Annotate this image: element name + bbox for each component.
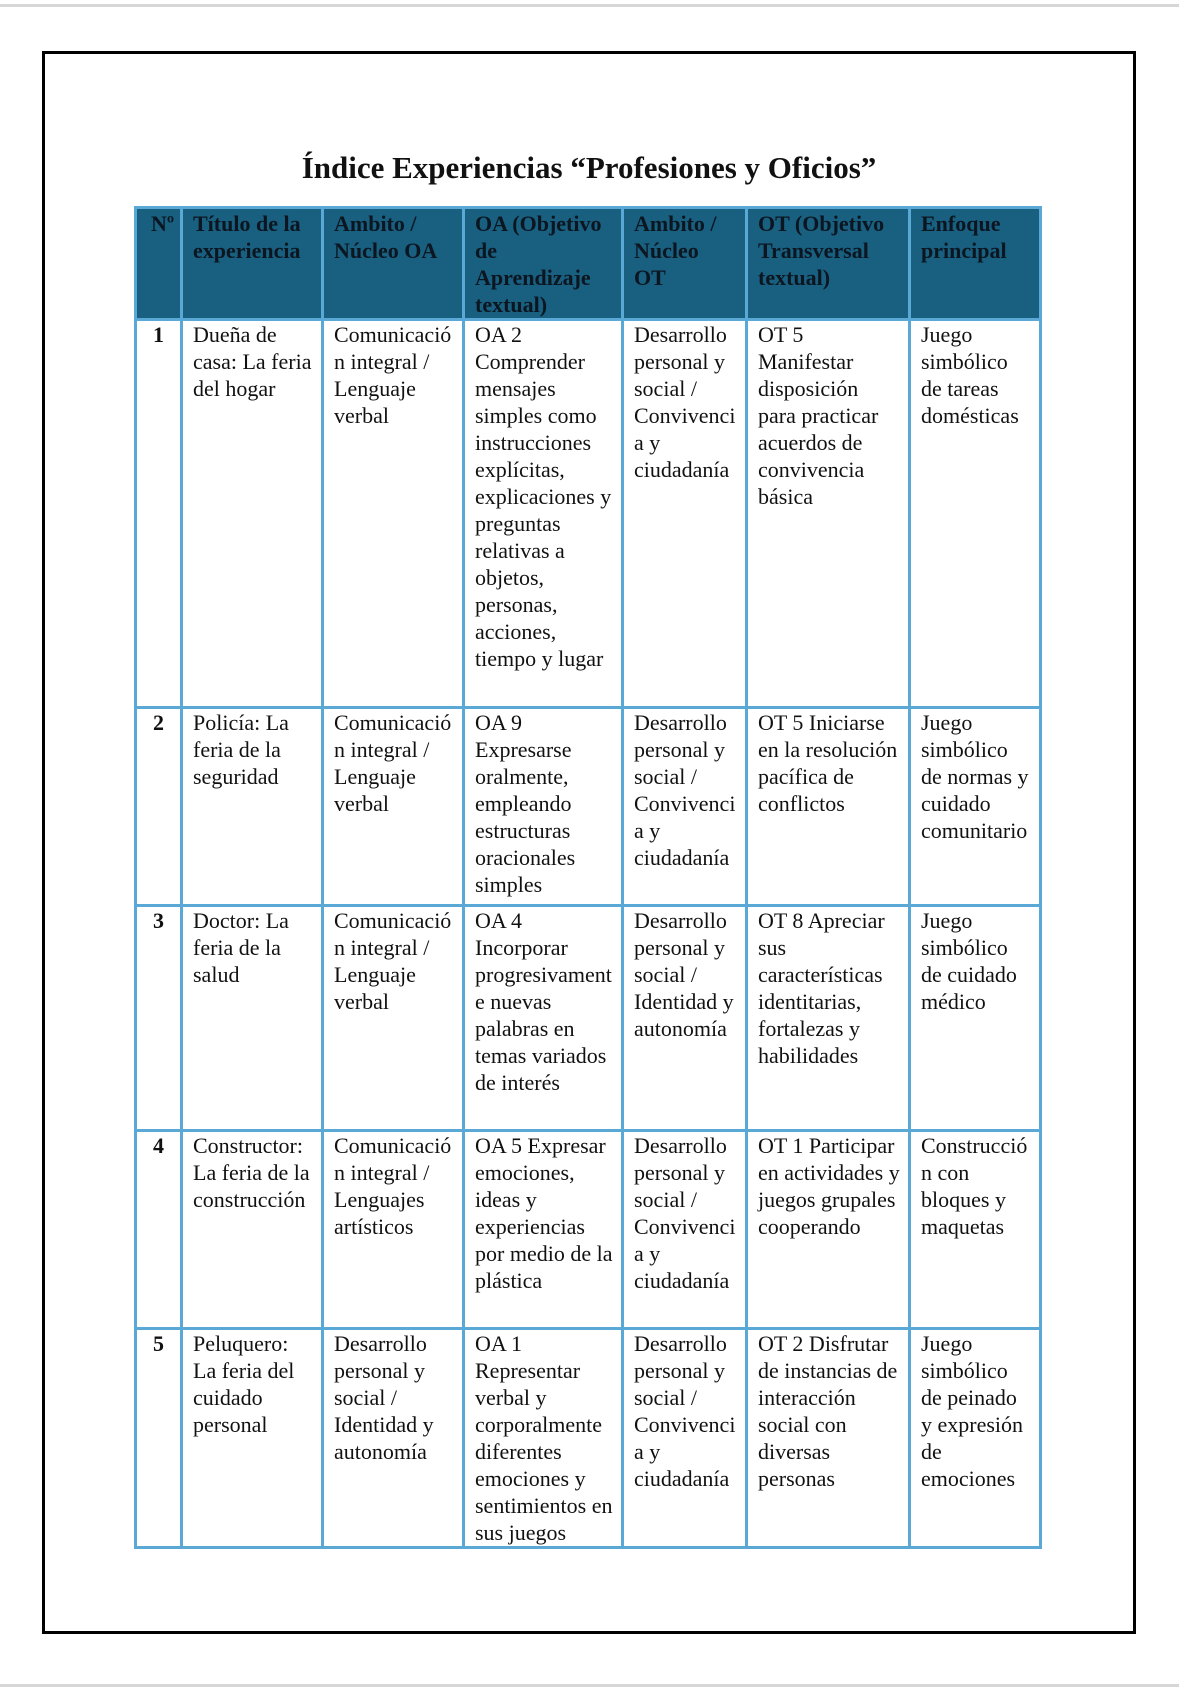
table-row [136,906,1041,1131]
table-header-row [136,208,1041,320]
top-divider [0,4,1179,7]
cell-number: 5 [136,1329,182,1548]
header-ot: OT (Objetivo Transversal textual) [747,208,910,320]
cell-enfoque: Construcción con bloques y maquetas [910,1131,1041,1329]
cell-oa: OA 5 Expresar emociones, ideas y experiencias por medio de la plástica [464,1131,623,1329]
cell-ambito-ot: Desarrollo personal y social / Convivencia y ciudadanía [623,1131,747,1329]
experiences-index-table [134,206,1042,1549]
cell-ot: OT 5 Manifestar disposición para practicar acuerdos de convivencia básica [747,320,910,708]
table-row [136,1131,1041,1329]
cell-number: 1 [136,320,182,708]
header-enfoque: Enfoque principal [910,208,1041,320]
cell-oa: OA 1 Representar verbal y corporalmente diferentes emociones y sentimientos en sus juegos [464,1329,623,1548]
header-number: Nº [136,208,182,320]
header-ambito-ot: Ambito / Núcleo OT [623,208,747,320]
cell-ambito-oa: Comunicación integral / Lenguaje verbal [323,708,464,906]
cell-title: Policía: La feria de la seguridad [182,708,323,906]
cell-oa: OA 4 Incorporar progresivamente nuevas palabras en temas variados de interés [464,906,623,1131]
cell-ambito-ot: Desarrollo personal y social / Convivencia y ciudadanía [623,1329,747,1548]
cell-ambito-oa: Comunicación integral / Lenguaje verbal [323,320,464,708]
cell-number: 3 [136,906,182,1131]
cell-title: Peluquero: La feria del cuidado personal [182,1329,323,1548]
cell-oa: OA 9 Expresarse oralmente, empleando estructuras oracionales simples [464,708,623,906]
table-row [136,708,1041,906]
cell-ot: OT 1 Participar en actividades y juegos grupales cooperando [747,1131,910,1329]
cell-title: Dueña de casa: La feria del hogar [182,320,323,708]
cell-ot: OT 2 Disfrutar de instancias de interacción social con diversas personas [747,1329,910,1548]
cell-enfoque: Juego simbólico de peinado y expresión de emociones [910,1329,1041,1548]
table-row [136,1329,1041,1548]
cell-title: Constructor: La feria de la construcción [182,1131,323,1329]
cell-ambito-oa: Comunicación integral / Lenguaje verbal [323,906,464,1131]
cell-ot: OT 5 Iniciarse en la resolución pacífica de conflictos [747,708,910,906]
cell-ambito-oa: Comunicación integral / Lenguajes artísticos [323,1131,464,1329]
table-row [136,320,1041,708]
cell-ambito-ot: Desarrollo personal y social / Identidad y autonomía [623,906,747,1131]
cell-oa: OA 2 Comprender mensajes simples como instrucciones explícitas, explicaciones y preguntas relativas a objetos, personas, acciones, tiempo y lugar [464,320,623,708]
cell-ot: OT 8 Apreciar sus características identitarias, fortalezas y habilidades [747,906,910,1131]
cell-ambito-ot: Desarrollo personal y social / Convivencia y ciudadanía [623,708,747,906]
cell-ambito-oa: Desarrollo personal y social / Identidad y autonomía [323,1329,464,1548]
cell-enfoque: Juego simbólico de tareas domésticas [910,320,1041,708]
header-title: Título de la experiencia [182,208,323,320]
cell-number: 4 [136,1131,182,1329]
bottom-divider [0,1684,1179,1687]
header-ambito-oa: Ambito / Núcleo OA [323,208,464,320]
cell-enfoque: Juego simbólico de normas y cuidado comunitario [910,708,1041,906]
document-title: Índice Experiencias “Profesiones y Oficios” [301,150,877,185]
cell-number: 2 [136,708,182,906]
cell-title: Doctor: La feria de la salud [182,906,323,1131]
cell-enfoque: Juego simbólico de cuidado médico [910,906,1041,1131]
header-oa: OA (Objetivo de Aprendizaje textual) [464,208,623,320]
cell-ambito-ot: Desarrollo personal y social / Convivencia y ciudadanía [623,320,747,708]
